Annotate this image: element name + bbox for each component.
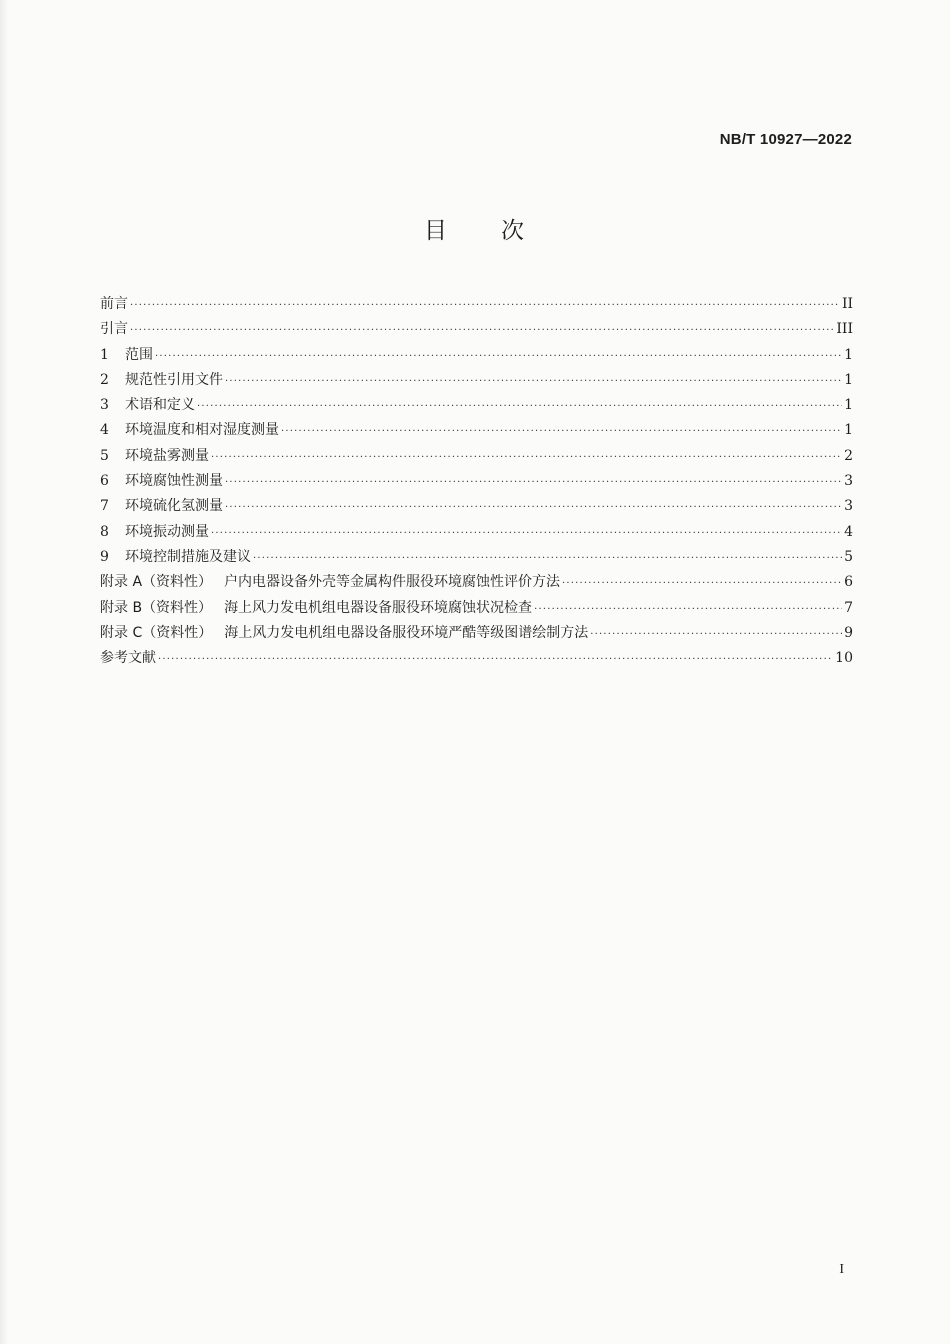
toc-item-salt-spray[interactable] xyxy=(100,444,853,469)
toc-item-label: 环境控制措施及建议 xyxy=(125,548,251,565)
page-number: I xyxy=(839,1262,844,1277)
appendix-title: 海上风力发电机组电器设备服役环境腐蚀状况检查 xyxy=(224,599,533,616)
appendix-prefix: 附录 B（资料性） xyxy=(100,599,213,616)
toc-item-page: 1 xyxy=(844,397,853,414)
toc-item-number: 7 xyxy=(100,498,109,515)
toc-item-hydrogen-sulfide[interactable] xyxy=(100,494,853,519)
appendix-title: 户内电器设备外壳等金属构件服役环境腐蚀性评价方法 xyxy=(224,574,561,591)
toc-item-foreword[interactable] xyxy=(100,292,853,317)
toc-item-label: 术语和定义 xyxy=(125,397,195,414)
toc-item-page: 3 xyxy=(844,498,853,515)
toc-item-label: 环境硫化氢测量 xyxy=(125,498,223,515)
toc-item-page: 4 xyxy=(844,523,853,540)
toc-item-vibration[interactable] xyxy=(100,520,853,545)
toc-item-number: 4 xyxy=(100,422,109,439)
page-edge-shadow xyxy=(0,0,8,1344)
toc-item-page: 2 xyxy=(844,447,853,464)
toc-item-label: 前言 xyxy=(100,296,128,312)
toc-item-page: 1 xyxy=(844,371,853,388)
toc-item-label xyxy=(100,570,560,595)
toc-item-scope[interactable] xyxy=(100,343,853,368)
standard-code: NB/T 10927—2022 xyxy=(719,131,852,148)
appendix-prefix: 附录 A（资料性） xyxy=(100,574,213,591)
toc-item-page: 5 xyxy=(844,548,853,565)
toc-item-label: 环境腐蚀性测量 xyxy=(125,473,223,490)
toc-item-page: 3 xyxy=(844,473,853,490)
toc-leader-dots xyxy=(211,445,842,470)
toc-leader-dots xyxy=(158,647,833,672)
toc-leader-dots xyxy=(281,419,842,444)
toc-item-number: 8 xyxy=(100,523,109,540)
toc-item-terms-definitions[interactable] xyxy=(100,393,853,418)
appendix-title: 海上风力发电机组电器设备服役环境严酷等级图谱绘制方法 xyxy=(224,624,589,641)
toc-item-corrosivity[interactable] xyxy=(100,469,853,494)
toc-leader-dots xyxy=(225,495,842,520)
toc-item-control-measures[interactable] xyxy=(100,545,853,570)
toc-item-number: 6 xyxy=(100,473,109,490)
toc-item-number: 1 xyxy=(100,346,109,363)
toc-item-page: 10 xyxy=(835,650,853,667)
toc-item-temperature-humidity[interactable] xyxy=(100,418,853,443)
toc-item-number: 2 xyxy=(100,371,109,388)
toc-item-label xyxy=(100,621,588,646)
toc-item-label: 规范性引用文件 xyxy=(125,371,223,388)
toc-item-page: 6 xyxy=(844,574,853,591)
toc-item-appendix-c[interactable] xyxy=(100,621,853,646)
toc-item-label: 环境温度和相对湿度测量 xyxy=(125,422,279,439)
toc-leader-dots xyxy=(155,344,842,369)
toc-item-label: 引言 xyxy=(100,321,128,338)
toc-item-label: 环境盐雾测量 xyxy=(125,447,209,464)
title-char-right: 次 xyxy=(501,218,526,244)
toc-item-page: 1 xyxy=(844,346,853,363)
toc-leader-dots xyxy=(534,597,842,622)
toc-item-page: 1 xyxy=(844,422,853,439)
toc-leader-dots xyxy=(130,318,834,343)
toc-leader-dots xyxy=(225,470,842,495)
toc-item-appendix-a[interactable] xyxy=(100,570,853,595)
toc-item-introduction[interactable] xyxy=(100,317,853,342)
toc-leader-dots xyxy=(590,622,842,647)
table-of-contents xyxy=(100,292,853,671)
toc-leader-dots xyxy=(562,571,842,596)
toc-leader-dots xyxy=(197,394,842,419)
toc-item-page: 9 xyxy=(844,624,853,641)
toc-leader-dots xyxy=(253,546,842,571)
toc-item-page: II xyxy=(841,296,853,312)
toc-item-normative-references[interactable] xyxy=(100,368,853,393)
toc-leader-dots xyxy=(225,369,842,394)
toc-item-number: 9 xyxy=(100,548,109,565)
appendix-prefix: 附录 C（资料性） xyxy=(100,624,213,641)
page-title xyxy=(0,212,950,245)
toc-item-page: III xyxy=(836,321,853,338)
toc-item-label: 环境振动测量 xyxy=(125,523,209,540)
toc-item-page: 7 xyxy=(844,599,853,616)
toc-item-bibliography[interactable] xyxy=(100,646,853,671)
toc-item-label: 范围 xyxy=(125,346,153,363)
toc-item-number: 5 xyxy=(100,447,109,464)
toc-leader-dots xyxy=(211,521,842,546)
toc-leader-dots xyxy=(130,293,840,318)
title-char-left: 目 xyxy=(424,218,449,244)
toc-item-label xyxy=(100,596,532,621)
toc-item-label: 参考文献 xyxy=(100,650,156,667)
toc-item-appendix-b[interactable] xyxy=(100,596,853,621)
toc-item-number: 3 xyxy=(100,397,109,414)
